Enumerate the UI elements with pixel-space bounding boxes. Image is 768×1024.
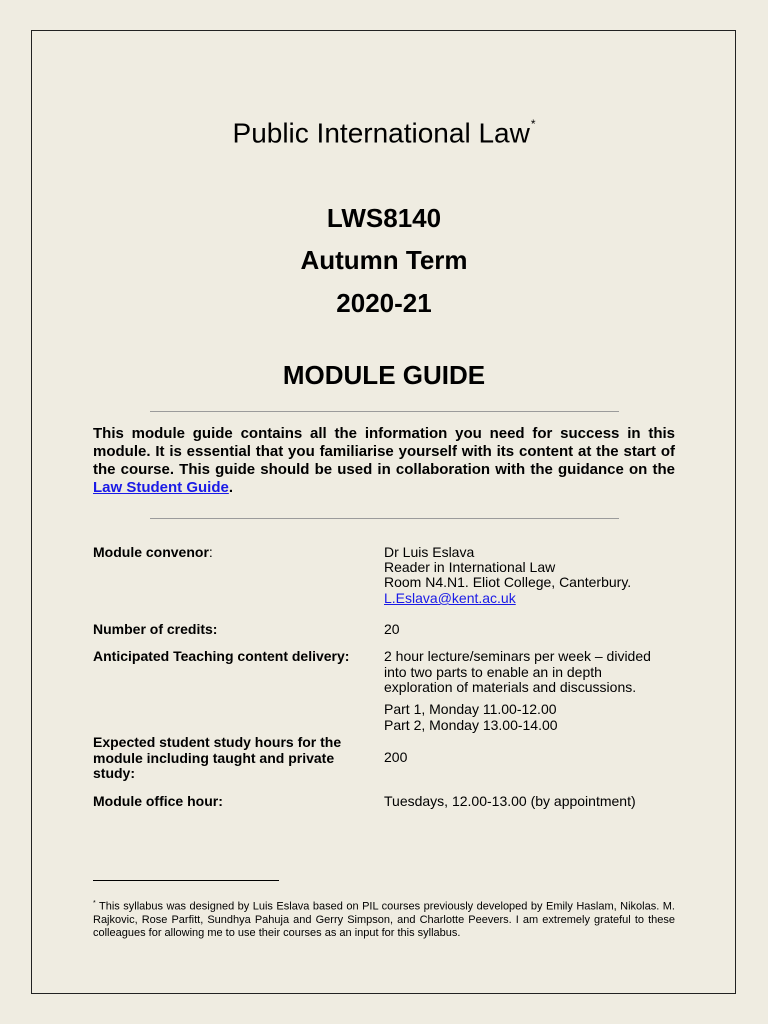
- page-border: [31, 30, 736, 994]
- credits-label: Number of credits:: [93, 621, 218, 637]
- convenor-label-text: Module convenor: [93, 544, 209, 560]
- study-hours-label: Expected student study hours for the module including taught and private study:: [93, 734, 342, 781]
- intro-end: .: [228, 479, 234, 496]
- office-hour-value: Tuesdays, 12.00-13.00 (by appointment): [384, 793, 636, 809]
- module-term: Autumn Term: [300, 245, 468, 275]
- footnote: [93, 897, 675, 940]
- divider-top: [150, 411, 619, 412]
- intro-text: This module guide contains all the information you need for success in this module. It is essential that you familiarise yourself with its content at the start of the course. This guide should be used in collaboration with the guidance on the: [93, 425, 675, 478]
- module-code: LWS8140: [326, 203, 442, 233]
- convenor-room: Room N4.N1. Eliot College, Canterbury.: [384, 574, 632, 590]
- convenor-email-link[interactable]: L.Eslava@kent.ac.uk: [384, 590, 516, 606]
- intro-paragraph: [93, 425, 675, 497]
- credits-value: 20: [384, 621, 400, 637]
- footnote-marker[interactable]: *: [530, 117, 536, 131]
- footnote-rule: [93, 880, 279, 881]
- module-year: 2020-21: [336, 288, 432, 318]
- divider-bottom: [150, 518, 619, 519]
- footnote-text: This syllabus was designed by Luis Eslava based on PIL courses previously developed by Emily Haslam, Nikolas. M. Rajkovic, Rose Parfitt, Sundhya Pahuja and Gerry Simpson, and Charlotte Peevers. I am extremely grateful to these colleagues for allowing me to use their courses as an input for this syllabus.: [93, 900, 675, 939]
- study-hours-value: 200: [384, 749, 408, 765]
- teaching-label: Anticipated Teaching content delivery:: [93, 648, 350, 664]
- title-text: Public International Law: [232, 117, 530, 149]
- teaching-part-2: Part 2, Monday 13.00-14.00: [384, 717, 558, 733]
- convenor-label: [93, 545, 363, 561]
- convenor-role: Reader in International Law: [384, 559, 556, 575]
- convenor-email-row: [384, 591, 684, 607]
- teaching-part-1: Part 1, Monday 11.00-12.00: [384, 701, 557, 717]
- convenor-name: Dr Luis Eslava: [384, 544, 475, 560]
- teaching-value: 2 hour lecture/seminars per week – divided into two parts to enable an in depth exploration of materials and discussions.: [384, 648, 651, 695]
- office-hour-label: Module office hour:: [93, 793, 223, 809]
- footnote-mark: *: [93, 900, 96, 907]
- document-title: [0, 110, 768, 151]
- law-student-guide-link[interactable]: Law Student Guide: [93, 479, 229, 496]
- convenor-label-colon: :: [208, 544, 213, 560]
- guide-heading: MODULE GUIDE: [282, 360, 486, 390]
